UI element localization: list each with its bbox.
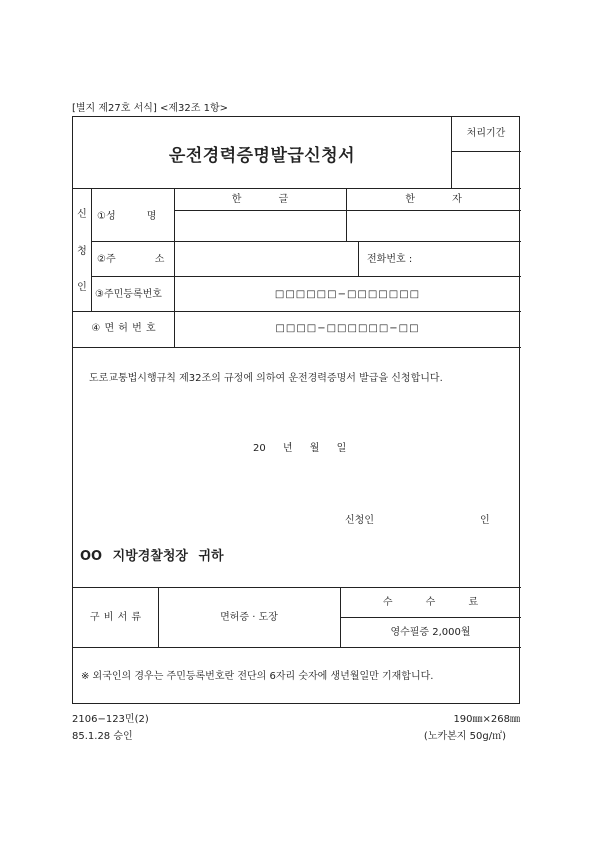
name-hangul-field[interactable] [174, 211, 346, 240]
license-number-field[interactable]: □□□□−□□□□□□−□□ [275, 323, 420, 334]
approval-date: 85.1.28 승인 [72, 731, 133, 742]
fee-value: 영수필증 2,000월 [390, 627, 471, 638]
phone-label: 전화번호 : [367, 254, 413, 265]
divider [73, 587, 521, 588]
name-hanja-field[interactable] [347, 211, 521, 240]
processing-period-label: 처리기간 [466, 128, 506, 139]
paper-spec: (노카본지 50g/㎡) [423, 731, 506, 742]
divider [358, 241, 359, 276]
date-line: 20 년 월 일 [253, 443, 347, 454]
form-title: 운전경력증명발급신청서 [168, 146, 356, 166]
address-field[interactable] [174, 242, 358, 275]
hanja-column-label: 한 자 [405, 194, 462, 205]
rrn-field[interactable]: □□□□□□−□□□□□□□ [274, 289, 421, 300]
hangul-column-label: 한 글 [231, 194, 289, 205]
required-documents-label: 구 비 서 류 [89, 612, 142, 623]
required-documents-value: 면허증 · 도장 [220, 612, 278, 623]
application-form [72, 116, 520, 704]
name-label: ①성 명 [97, 211, 157, 222]
address-label: ②주 소 [97, 254, 165, 265]
applicant-label-char: 신 [77, 209, 87, 220]
divider [91, 188, 92, 311]
application-statement: 도로교통법시행규칙 제32조의 규정에 의하여 운전경력증명서 발급을 신청합니다. [89, 373, 443, 384]
form-reference: [별지 제27호 서식] <제32조 1항> [72, 103, 229, 114]
foreigner-note: ※ 외국인의 경우는 주민등록번호란 전단의 6자리 숫자에 생년월일만 기재합니다. [81, 671, 434, 682]
fee-label: 수 수 료 [382, 597, 479, 608]
phone-field[interactable] [419, 242, 519, 275]
paper-size: 190㎜×268㎜ [453, 714, 520, 725]
divider [73, 347, 521, 348]
rrn-label: ③주민등록번호 [95, 289, 162, 300]
applicant-signature-label: 신청인 [345, 515, 374, 526]
applicant-label-char: 인 [77, 282, 87, 293]
seal-label[interactable]: 인 [480, 515, 490, 526]
divider [73, 311, 521, 312]
divider [451, 151, 521, 152]
divider [73, 188, 521, 189]
license-label: ④ 면 허 번 호 [91, 323, 156, 334]
applicant-label-char: 청 [77, 246, 87, 257]
divider [91, 276, 521, 277]
divider [73, 647, 521, 648]
divider [340, 617, 521, 618]
addressee: OO 지방경찰청장 귀하 [80, 549, 224, 564]
form-code: 2106−123민(2) [72, 714, 149, 725]
